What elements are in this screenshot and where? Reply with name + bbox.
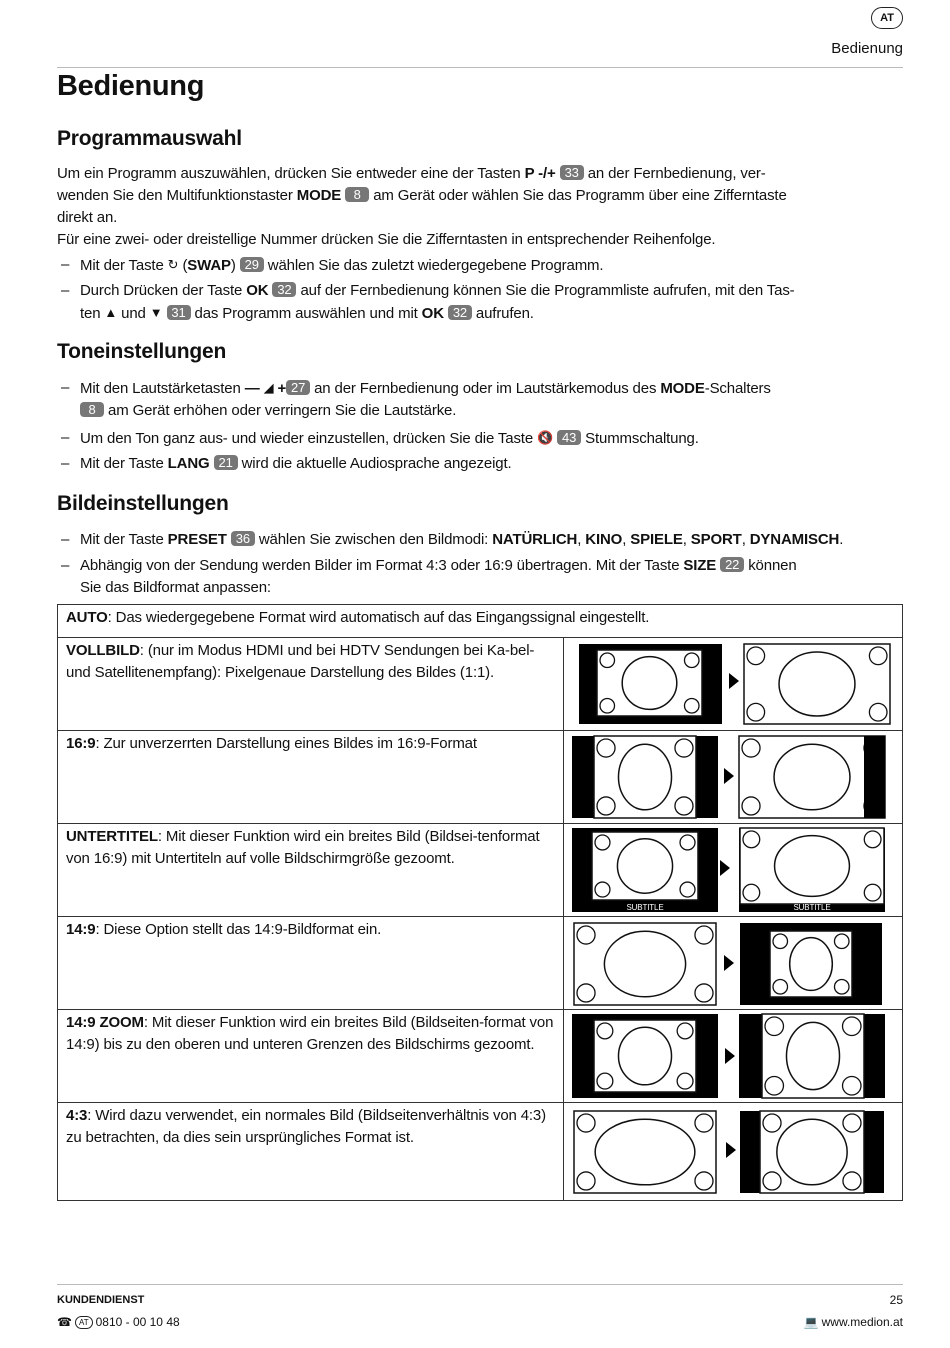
- corner-circle: [595, 882, 610, 897]
- header-divider: [57, 67, 903, 68]
- corner-circle: [743, 831, 760, 848]
- footer-divider: [57, 1284, 903, 1285]
- corner-circle: [742, 739, 760, 757]
- format-description: 4:3: Wird dazu verwendet, ein normales Bild (Bildseitenverhältnis von 4:3) zu betrachten, da dies sein ursprüngliches Format ist.: [58, 1103, 564, 1201]
- corner-circle: [680, 882, 695, 897]
- arrow-icon: [729, 673, 739, 689]
- section-heading-bildeinstellungen: Bildeinstellungen: [57, 492, 229, 515]
- corner-circle: [684, 698, 699, 713]
- center-circle: [617, 839, 672, 893]
- corner-circle: [675, 797, 693, 815]
- corner-circle: [869, 703, 887, 721]
- corner-circle: [677, 1073, 693, 1089]
- key-badge: 29: [240, 257, 264, 272]
- format-description: 14:9: Diese Option stellt das 14:9-Bildformat ein.: [58, 917, 564, 1010]
- corner-circle: [743, 884, 760, 901]
- arrow-icon: [726, 1142, 736, 1158]
- key-badge: 31: [167, 305, 191, 320]
- key-badge: 22: [720, 557, 744, 572]
- corner-circle: [843, 1172, 861, 1190]
- volume-minus-icon: —: [244, 380, 260, 397]
- corner-circle: [600, 698, 615, 713]
- table-row: [58, 605, 903, 638]
- table-row: [58, 1103, 903, 1201]
- center-circle: [774, 836, 849, 897]
- phone-icon: ☎: [57, 1315, 72, 1329]
- subtitle-label: SUBTITLE: [626, 903, 664, 912]
- phone-number: 0810 - 00 10 48: [95, 1315, 180, 1329]
- corner-circle: [765, 1077, 783, 1095]
- list-item-volume: – Mit den Lautstärketasten — ◢ + 27 an der Fernbedienung oder im Lautstärkemodus des MODE-Schalters 8 am Gerät erhöhen oder verringern Sie die Lautstärke.: [61, 379, 771, 419]
- format-cell-auto: AUTO: Das wiedergegebene Format wird automatisch auf das Eingangssignal eingestellt.: [58, 605, 903, 638]
- corner-circle: [577, 926, 595, 944]
- footer-website: [804, 1315, 903, 1329]
- corner-circle: [595, 835, 610, 850]
- corner-circle: [577, 1172, 595, 1190]
- list-item-swap: – Mit der Taste ↻ (SWAP) 29 wählen Sie das zuletzt wiedergegebene Programm.: [61, 256, 604, 274]
- corner-circle: [765, 1017, 783, 1035]
- format-illustration: [563, 824, 902, 917]
- table-row: [58, 731, 903, 824]
- format-illustration: [563, 638, 902, 731]
- footer-service-label: KUNDENDIENST: [57, 1294, 145, 1306]
- key-badge: 8: [80, 402, 104, 417]
- center-circle: [789, 938, 832, 991]
- center-circle: [595, 1119, 695, 1185]
- picture-format-table: [57, 604, 903, 1201]
- format-illustration: [563, 1103, 902, 1201]
- key-badge: 32: [272, 282, 296, 297]
- mute-icon: 🔇: [537, 430, 554, 445]
- page-number: 25: [889, 1293, 903, 1307]
- format-illustration: [563, 1010, 902, 1103]
- format-description: 14:9 ZOOM: Mit dieser Funktion wird ein breites Bild (Bildseiten-format von 14:9) bis zu den oberen und unteren Grenzen des Bildschirms gezoomt.: [58, 1010, 564, 1103]
- key-badge: 43: [557, 430, 581, 445]
- paragraph-programm-3: direkt an.: [57, 209, 118, 226]
- website-link[interactable]: www.medion.at: [821, 1315, 903, 1329]
- table-row: [58, 638, 903, 731]
- center-circle: [618, 744, 671, 810]
- arrow-down-icon: ▼: [149, 305, 163, 320]
- corner-circle: [577, 1114, 595, 1132]
- corner-circle: [773, 979, 788, 994]
- corner-circle: [597, 797, 615, 815]
- key-badge: 21: [214, 455, 238, 470]
- key-badge: 27: [286, 380, 310, 395]
- corner-circle: [597, 1073, 613, 1089]
- section-heading-toneinstellungen: Toneinstellungen: [57, 340, 227, 363]
- key-badge: 8: [345, 187, 369, 202]
- center-circle: [779, 652, 855, 716]
- corner-circle: [763, 1114, 781, 1132]
- page-title: Bedienung: [57, 70, 205, 102]
- arrow-up-icon: ▲: [104, 305, 118, 320]
- section-heading-programmauswahl: Programmauswahl: [57, 127, 242, 150]
- corner-circle: [695, 926, 713, 944]
- corner-circle: [695, 984, 713, 1002]
- center-circle: [622, 657, 677, 710]
- subtitle-label: SUBTITLE: [793, 903, 831, 912]
- format-description: 16:9: Zur unverzerrten Darstellung eines Bildes im 16:9-Format: [58, 731, 564, 824]
- running-header: Bedienung: [831, 40, 903, 57]
- swap-icon: ↻: [167, 257, 179, 272]
- corner-circle: [577, 984, 595, 1002]
- key-badge: 33: [560, 165, 584, 180]
- corner-circle: [684, 653, 699, 668]
- center-circle: [604, 931, 685, 997]
- arrow-icon: [724, 955, 734, 971]
- list-item-ok: – Durch Drücken der Taste OK 32 auf der Fernbedienung können Sie die Programmliste aufrufen, mit den Tas- ten ▲ und ▼ 31 das Programm auswählen und mit OK 32 aufrufen.: [61, 282, 795, 322]
- paragraph-programm-1: Um ein Programm auszuwählen, drücken Sie entweder eine der Tasten P -/+ 33 an der Fernbedienung, ver-: [57, 165, 766, 182]
- corner-circle: [600, 653, 615, 668]
- center-circle: [774, 744, 850, 810]
- corner-circle: [834, 934, 849, 949]
- list-item-size: – Abhängig von der Sendung werden Bilder im Format 4:3 oder 16:9 übertragen. Mit der Taste SIZE 22 können Sie das Bildformat anpassen:: [61, 557, 797, 596]
- corner-circle: [695, 1172, 713, 1190]
- paragraph-programm-4: Für eine zwei- oder dreistellige Nummer drücken Sie die Zifferntasten in entsprechender Reihenfolge.: [57, 231, 716, 248]
- corner-circle: [597, 739, 615, 757]
- paragraph-programm-2: wenden Sie den Multifunktionstaster MODE 8 am Gerät oder wählen Sie das Programm über eine Zifferntaste: [57, 187, 787, 204]
- corner-circle: [864, 831, 881, 848]
- corner-circle: [763, 1172, 781, 1190]
- country-mini-badge: AT: [75, 1316, 93, 1329]
- corner-circle: [773, 934, 788, 949]
- center-circle: [776, 1119, 846, 1185]
- table-row: [58, 917, 903, 1010]
- key-badge: 32: [448, 305, 472, 320]
- format-illustration: [563, 731, 902, 824]
- volume-plus-icon: +: [277, 380, 287, 397]
- center-circle: [618, 1027, 671, 1085]
- corner-circle: [834, 979, 849, 994]
- corner-circle: [842, 1077, 860, 1095]
- list-item-mute: – Um den Ton ganz aus- und wieder einzustellen, drücken Sie die Taste 🔇 43 Stummschaltung.: [61, 429, 699, 447]
- corner-circle: [747, 647, 765, 665]
- corner-circle: [742, 797, 760, 815]
- corner-circle: [864, 884, 881, 901]
- key-badge: 36: [231, 531, 255, 546]
- table-row: [58, 1010, 903, 1103]
- laptop-icon: 💻: [803, 1315, 819, 1329]
- corner-circle: [695, 1114, 713, 1132]
- arrow-icon: [720, 860, 730, 876]
- corner-circle: [677, 1023, 693, 1039]
- format-description: UNTERTITEL: Mit dieser Funktion wird ein breites Bild (Bildsei-tenformat von 16:9) mit Untertiteln auf volle Bildschirmgröße gezoomt.: [58, 824, 564, 917]
- corner-circle: [842, 1017, 860, 1035]
- corner-circle: [747, 703, 765, 721]
- center-circle: [786, 1022, 839, 1089]
- arrow-icon: [725, 1048, 735, 1064]
- format-description: VOLLBILD: (nur im Modus HDMI und bei HDTV Sendungen bei Ka-bel- und Satellitenempfang): Pixelgenaue Darstellung des Bildes (1:1).: [58, 638, 564, 731]
- footer-phone: [57, 1315, 180, 1329]
- corner-circle: [680, 835, 695, 850]
- corner-circle: [843, 1114, 861, 1132]
- corner-circle: [597, 1023, 613, 1039]
- format-illustration: [563, 917, 902, 1010]
- corner-circle: [675, 739, 693, 757]
- list-item-preset: – Mit der Taste PRESET 36 wählen Sie zwischen den Bildmodi: NATÜRLICH, KINO, SPIELE, SPORT, DYNAMISCH.: [61, 531, 844, 548]
- table-row: [58, 824, 903, 917]
- corner-circle: [869, 647, 887, 665]
- arrow-icon: [724, 768, 734, 784]
- country-badge: AT: [871, 7, 903, 29]
- black-bar: [864, 736, 885, 818]
- list-item-lang: – Mit der Taste LANG 21 wird die aktuelle Audiosprache angezeigt.: [61, 455, 512, 472]
- volume-icon: ◢: [263, 380, 274, 395]
